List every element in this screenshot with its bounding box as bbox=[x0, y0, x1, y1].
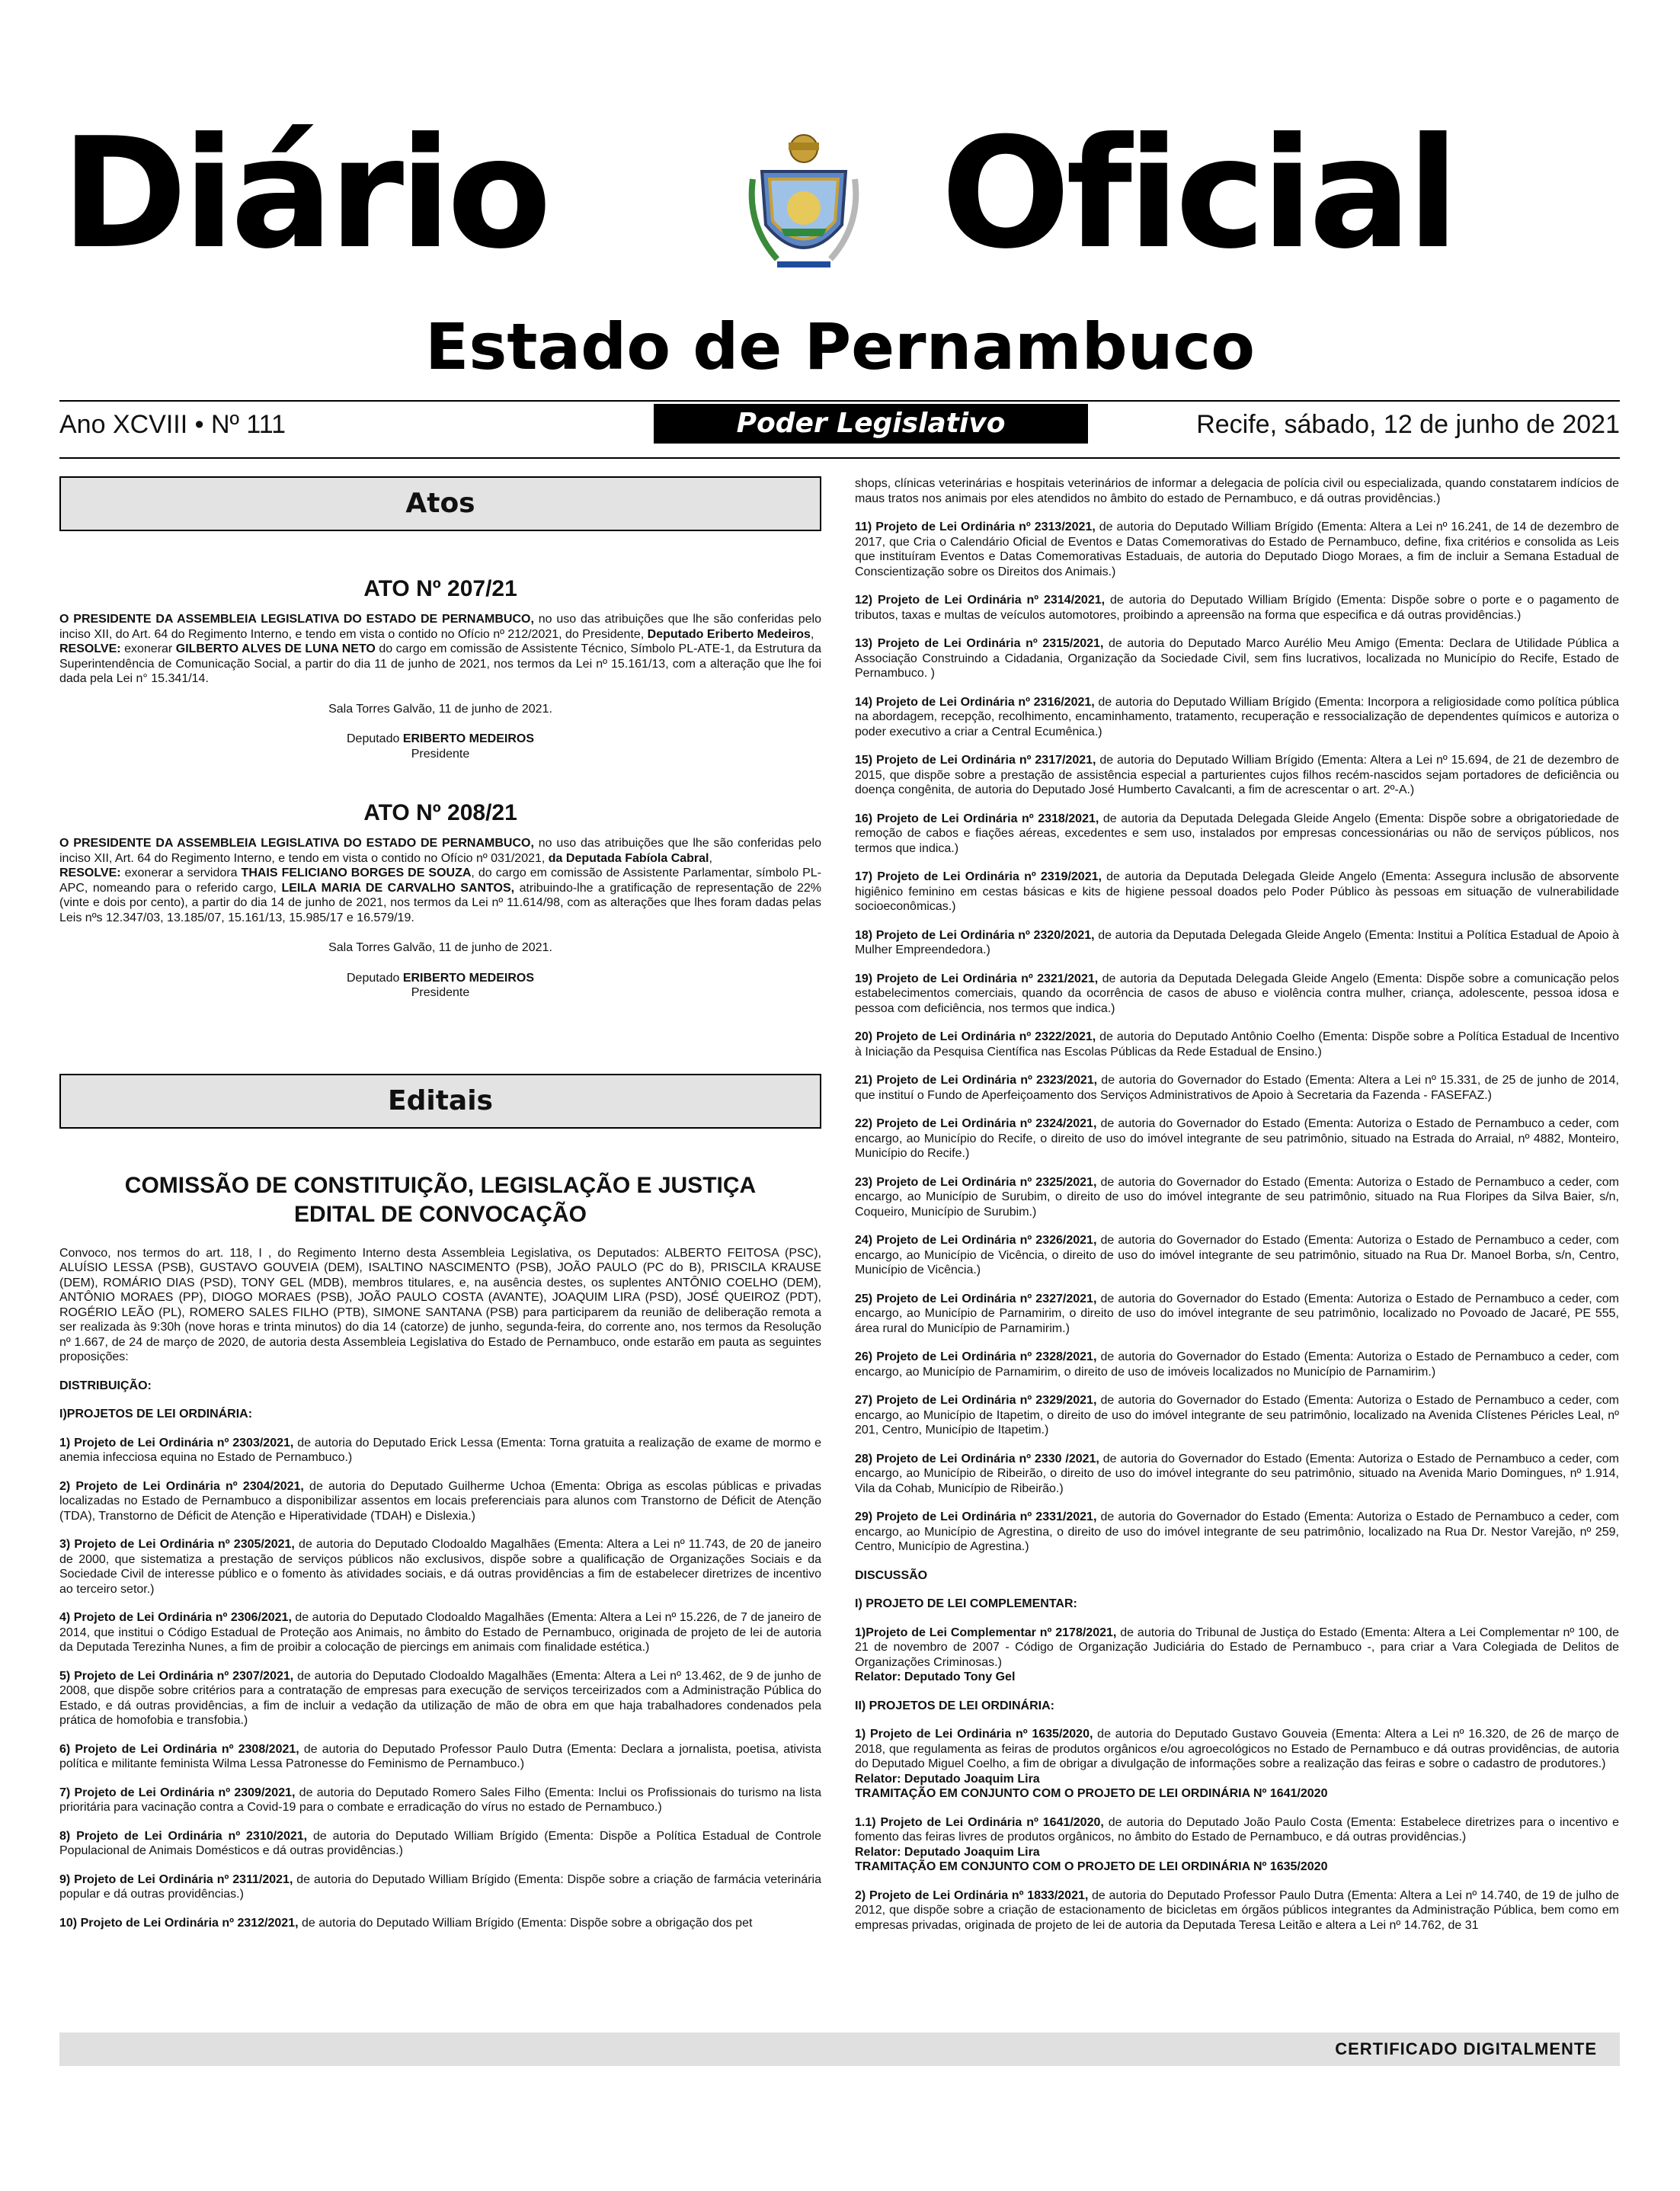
projects-heading: I)PROJETOS DE LEI ORDINÁRIA: bbox=[59, 1408, 253, 1421]
bill-item: 1) Projeto de Lei Ordinária nº 2303/2021, de autoria do Deputado Erick Lessa (Ementa: Torna gratuita a realização de exame de mormo e anemia infecciosa equina no Estado de Pernambuco.) bbox=[59, 1436, 821, 1464]
discussion-item-1: 1) Projeto de Lei Ordinária nº 1635/2020, de autoria do Deputado Gustavo Gouveia (Ementa: Altera a Lei nº 16.320, de 26 de março de 2018, que regulamenta as feiras de produtos orgânicos e/ou agroecológicos no Estado de Pernambuco e dá outras providências, de autoria do Deputado Miguel Coelho, a fim de obrigar a divulgação de informações sobre a realização das feiras e sobre o cadastro de produtores.) bbox=[855, 1728, 1620, 1770]
discussion-item-1-1-tramitacao: TRAMITAÇÃO EM CONJUNTO COM O PROJETO DE LEI ORDINÁRIA Nº 1635/2020 bbox=[855, 1860, 1328, 1873]
act-208-body: O PRESIDENTE DA ASSEMBLEIA LEGISLATIVA DO ESTADO DE PERNAMBUCO, no uso das atribuições que lhe são conferidas pelo inciso XII, Art. 64 do Regimento Interno, e tendo em vista o contido no Ofício nº 031/2021, da Deputada Fabíola Cabral, bbox=[59, 837, 822, 865]
act-207-place: Sala Torres Galvão, 11 de junho de 2021. bbox=[328, 702, 552, 716]
bill-item: 27) Projeto de Lei Ordinária nº 2329/2021, de autoria do Governador do Estado (Ementa: Autoriza o Estado de Pernambuco a ceder, com encargo, ao Município de Itapetim, o direito de uso do imóvel integrante de seu patrimônio, localizado na Avenida Clístenes Péricles Leal, nº 201, Centro, Município de Itapetim.) bbox=[855, 1394, 1619, 1437]
section-heading-editais: Editais bbox=[59, 1074, 821, 1129]
edital-intro: Convoco, nos termos do art. 118, I , do Regimento Interno desta Assembleia Legislativa, os Deputados: ALBERTO FEITOSA (PSC), ALUÍSIO LESSA (PSB), GUSTAVO GOUVEIA (DEM), ISALTINO NASCIMENTO (PSB), JOÃO PAULO (PC do B), PRISCILA KRAUSE (DEM), ROMÁRIO DIAS (PSD), TONY GEL (MDB), membros titulares, e, na ausência destes, os suplentes ANTÔNIO COELHO (DEM), ANTÔNIO MORAES (PP), DIOGO MORAES (PSB), JOÃO PAULO COSTA (AVANTE), JOAQUIM LIRA (PSD), JOSÉ QUEIROZ (PDT), ROGÉRIO LEÃO (PL), ROMERO SALES FILHO (PTB), SIMONE SANTANA (PSB) para participarem da reunião de deliberação remota a ser realizada às 9:30h (nove horas e trinta minutos) do dia 14 (catorze) de junho, segunda-feira, do corrente ano, nos termos da Resolução nº 1.667, de 24 de março de 2020, de autoria desta Assembleia Legislativa do Estado de Pernambuco, onde estarão em pauta as seguintes proposições: bbox=[59, 1246, 821, 1363]
discussion-item-1-tramitacao: TRAMITAÇÃO EM CONJUNTO COM O PROJETO DE LEI ORDINÁRIA Nº 1641/2020 bbox=[855, 1787, 1328, 1800]
act-207-role: Presidente bbox=[411, 747, 470, 761]
bill-item: 24) Projeto de Lei Ordinária nº 2326/2021, de autoria do Governador do Estado (Ementa: Autoriza o Estado de Pernambuco a ceder, com encargo, ao Município de Vicência, o direito de uso do imóvel integrante de seu patrimônio, situado na Rua Dr. Manoel Borba, s/n, Centro, Município de Vicência.) bbox=[855, 1234, 1619, 1276]
masthead-subtitle: Estado de Pernambuco bbox=[424, 309, 1256, 384]
left-column bbox=[59, 476, 821, 1930]
discussion-item-1-relator: Relator: Deputado Joaquim Lira bbox=[855, 1772, 1040, 1786]
act-207-body: O PRESIDENTE DA ASSEMBLEIA LEGISLATIVA DO ESTADO DE PERNAMBUCO, no uso das atribuições que lhe são conferidas pelo inciso XII, do Art. 64 do Regimento Interno, e tendo em vista o contido no Ofício nº 212/2021, do Presidente, Deputado Eriberto Medeiros, bbox=[59, 613, 822, 641]
section-heading-atos: Atos bbox=[59, 476, 821, 531]
bill-item: 19) Projeto de Lei Ordinária nº 2321/2021, de autoria da Deputada Delegada Gleide Angelo (Ementa: Dispõe sobre a comunicação pelos estabelecimentos comerciais, quando da ocorrência de casos de abuso e violência contra mulher, criança, adolescente, pessoa idosa e pessoa com deficiência, nos termos que indica.) bbox=[855, 972, 1620, 1015]
header-rule-bottom bbox=[59, 457, 1620, 459]
bill-item: 28) Projeto de Lei Ordinária nº 2330 /2021, de autoria do Governador do Estado (Ementa: Autoriza o Estado de Pernambuco a ceder, com encargo, ao Município de Ribeirão, o direito de uso do imóvel integrante do seu patrimônio, situado na Avenida Mario Domingues, nº 1.914, Vila da Cohab, Município de Ribeirão.) bbox=[855, 1452, 1619, 1495]
continuation-text: shops, clínicas veterinárias e hospitais veterinários de informar a delegacia de polícia civil ou especializada, quando constatarem indícios de maus tratos nos animais por eles atendidos no âmbito do estado de Pernambuco, e dá outras providências.) bbox=[855, 477, 1619, 505]
complementar-relator: Relator: Deputado Tony Gel bbox=[855, 1670, 1016, 1683]
header-rule bbox=[59, 400, 1620, 402]
bill-item: 16) Projeto de Lei Ordinária nº 2318/2021, de autoria da Deputada Delegada Gleide Angelo (Ementa: Dispõe sobre a obrigatoriedade de remoção de cabos e fiações aéreas, excedentes e sem uso, instalados por empresas concessionárias ou não de serviços públicos, nos termos que indica.) bbox=[855, 812, 1620, 855]
bill-item: 20) Projeto de Lei Ordinária nº 2322/2021, de autoria do Deputado Antônio Coelho (Ementa: Dispõe sobre a Política Estadual de Incentivo à Iniciação da Pesquisa Científica nas Escolas Públicas da Rede Estadual de Ensino.) bbox=[855, 1030, 1620, 1059]
bill-item: 15) Projeto de Lei Ordinária nº 2317/2021, de autoria do Deputado William Brígido (Ementa: Altera a Lei nº 15.694, de 21 de dezembro de 2015, que dispõe sobre a prestação de assistência especial a parturientes cujos filhos recém-nascidos sejam portadores de deficiência ou doença congênita, de autoria do Deputado José Humberto Cavalcanti, a fim de acrescentar o art. 2º-A.) bbox=[855, 754, 1620, 796]
bill-item: 14) Projeto de Lei Ordinária nº 2316/2021, de autoria do Deputado William Brígido (Ementa: Incorpora a religiosidade como política pública na abordagem, recepção, recolhimento, encaminhamento, tratamento, recuperação e ressocialização de dependentes químicos e autoriza o poder executivo a criar a Central Ecumênica.) bbox=[855, 695, 1620, 738]
edition-number: Ano XCVIII • Nº 111 bbox=[59, 410, 286, 439]
left-bill-list bbox=[59, 1436, 821, 1931]
certified-label: CERTIFICADO DIGITALMENTE bbox=[1335, 2039, 1597, 2058]
publication-date: Recife, sábado, 12 de junho de 2021 bbox=[1196, 410, 1620, 439]
bill-item: 10) Projeto de Lei Ordinária nº 2312/2021, de autoria do Deputado William Brígido (Ementa: Dispõe sobre a obrigação dos pet bbox=[59, 1916, 753, 1930]
discussion-item-1-1: 1.1) Projeto de Lei Ordinária nº 1641/2020, de autoria do Deputado João Paulo Costa (Ementa: Estabelece diretrizes para o incentivo e fomento das feiras livres de produtos orgânicos, no âmbito do Estado de Pernambuco, e dá outras providências.) bbox=[855, 1815, 1619, 1843]
masthead-title-left: Diário bbox=[61, 105, 548, 283]
act-208-role: Presidente bbox=[411, 986, 470, 999]
footer-certification-bar bbox=[59, 2032, 1620, 2066]
bill-item: 11) Projeto de Lei Ordinária nº 2313/2021, de autoria do Deputado William Brígido (Ementa: Altera a Lei nº 16.241, de 14 de dezembro de 2017, que Cria o Calendário Oficial de Eventos e Datas Comemorativas do Estado de Pernambuco, define, fixa critérios e consolida as Leis que instituíram Eventos e Datas Comemorativas Estaduais, de autoria do Deputado Diogo Moraes, a fim de incluir a Semana Estadual de Conscientização sobre os Direitos dos Animais.) bbox=[855, 521, 1619, 578]
ordinaria-heading: II) PROJETOS DE LEI ORDINÁRIA: bbox=[855, 1699, 1054, 1712]
right-bill-list bbox=[855, 520, 1619, 1555]
bill-item: 6) Projeto de Lei Ordinária nº 2308/2021, de autoria do Deputado Professor Paulo Dutra (Ementa: Declara a jornalista, poetisa, ativista política e militante feminista Wilma Lessa Patronesse do Feminismo de Pernambuco.) bbox=[59, 1742, 822, 1770]
bill-item: 25) Projeto de Lei Ordinária nº 2327/2021, de autoria do Governador do Estado (Ementa: Autoriza o Estado de Pernambuco a ceder, com encargo, ao Município de Parnamirim, o direito de uso do imóvel integrante de seu patrimônio, localizado no Povoado de Jacaré, PE 555, área rural do Município de Parnamirim.) bbox=[855, 1292, 1619, 1335]
pernambuco-coat-of-arms-icon bbox=[747, 126, 861, 278]
bill-item: 23) Projeto de Lei Ordinária nº 2325/2021, de autoria do Governador do Estado (Ementa: Autoriza o Estado de Pernambuco a ceder, com encargo, ao Município de Surubim, o direito de uso do imóvel integrante de seu patrimônio, situado na Rua Floripes da Silva Baier, s/n, Coqueiro, Município de Surubim.) bbox=[855, 1175, 1619, 1219]
bill-item: 8) Projeto de Lei Ordinária nº 2310/2021, de autoria do Deputado William Brígido (Ementa: Dispõe a Política Estadual de Controle Populacional de Animais Domésticos e dá outras providências.) bbox=[59, 1829, 822, 1857]
act-207-resolve: RESOLVE: exonerar GILBERTO ALVES DE LUNA NETO do cargo em comissão de Assistente Técnico, Símbolo PL-ATE-1, da Estrutura da Superintendência de Comunicação Social, a partir do dia 11 de junho de 2021, nos termos da Lei nº 15.161/13, com a alteração que lhe foi dada pela Lei n° 15.341/14. bbox=[59, 642, 822, 685]
bill-item: 3) Projeto de Lei Ordinária nº 2305/2021, de autoria do Deputado Clodoaldo Magalhães (Ementa: Altera a Lei nº 11.743, de 20 de janeiro de 2000, que sistematiza a prestação de serviços públicos não exclusivos, dispõe sobre a qualificação de Organizações Sociais e da Sociedade Civil de interesse público e o fomento às atividades sociais, e dá outras providências a fim de estabelecer diretrizes de incentivo ao terceiro setor.) bbox=[59, 1538, 822, 1596]
act-207-title: ATO Nº 207/21 bbox=[363, 576, 517, 601]
discussion-heading: DISCUSSÃO bbox=[855, 1568, 928, 1582]
bill-item: 21) Projeto de Lei Ordinária nº 2323/2021, de autoria do Governador do Estado (Ementa: Altera a Lei nº 15.331, de 25 de junho de 2014, que instituí o Fundo de Aperfeiçoamento dos Serviços Administrativos de Apoio à Secretaria da Fazenda - FASEFAZ.) bbox=[855, 1074, 1619, 1102]
act-208-place: Sala Torres Galvão, 11 de junho de 2021. bbox=[328, 941, 552, 954]
complementar-heading: I) PROJETO DE LEI COMPLEMENTAR: bbox=[855, 1597, 1077, 1610]
bill-item: 29) Projeto de Lei Ordinária nº 2331/2021, de autoria do Governador do Estado (Ementa: Autoriza o Estado de Pernambuco a ceder, com encargo, ao Município de Agrestina, o direito de uso do imóvel integrante de seu patrimônio, localizado na Rua Dr. Nestor Varejão, nº 259, Centro, Município de Agrestina.) bbox=[855, 1510, 1619, 1553]
discussion-item-2: 2) Projeto de Lei Ordinária nº 1833/2021, de autoria do Deputado Professor Paulo Dutra (Ementa: Altera a Lei nº 14.740, de 19 de julho de 2012, que dispõe sobre a criação de estacionamento de bicicletas em órgãos públicos integrantes da Administração Pública, bem como em empresas privadas, originada de projeto de lei de autoria da Deputada Teresa Leitão e altera a Lei nº 14.762, de 31 bbox=[855, 1888, 1619, 1932]
bill-item: 17) Projeto de Lei Ordinária nº 2319/2021, de autoria da Deputada Delegada Gleide Angelo (Ementa: Assegura inclusão de absorvente higiênico feminino em cestas básicas e kits de higiene pessoal doados pelo Poder Público às pessoas em situação de vulnerabilidade socioeconômicas.) bbox=[855, 870, 1620, 913]
bill-item: 13) Projeto de Lei Ordinária nº 2315/2021, de autoria do Deputado Marco Aurélio Meu Amigo (Ementa: Declara de Utilidade Pública a Associação Construindo a Cidadania, Organização da Sociedade Civil, sem fins lucrativos, localizada no Município do Recife, Estado de Pernambuco. ) bbox=[855, 637, 1620, 680]
right-column bbox=[855, 476, 1619, 1933]
bill-item: 9) Projeto de Lei Ordinária nº 2311/2021, de autoria do Deputado William Brígido (Ementa: Dispõe sobre a criação de farmácia veterinária popular e dá outras providências.) bbox=[59, 1872, 822, 1901]
section-label: Poder Legislativo bbox=[654, 404, 1088, 444]
act-208-resolve: RESOLVE: exonerar a servidora THAIS FELICIANO BORGES DE SOUZA, do cargo em comissão de Assistente Parlamentar, símbolo PL-APC, nomeando para o referido cargo, LEILA MARIA DE CARVALHO SANTOS, atribuindo-lhe a gratificação de representação de 22% (vinte e dois por cento), a partir do dia 14 de junho de 2021, nos termos da Lei nº 11.614/98, com as alterações que lhes foram dadas pelas Leis nºs 12.347/03, 13.185/07, 15.161/13, 15.985/17 e 16.579/19. bbox=[59, 866, 822, 924]
complementar-item: 1)Projeto de Lei Complementar nº 2178/2021, de autoria do Tribunal de Justiça do Estado (Ementa: Altera a Lei Complementar nº 100, de 21 de novembro de 2007 - Código de Organização Judiciária do Estado de Pernambuco -, para criar a Vara Colegiada de Delitos de Organizações Criminosas.) bbox=[855, 1626, 1620, 1669]
act-208-title: ATO Nº 208/21 bbox=[363, 800, 517, 825]
commission-title: COMISSÃO DE CONSTITUIÇÃO, LEGISLAÇÃO E JUSTIÇA bbox=[124, 1172, 757, 1198]
masthead-title-right: Oficial bbox=[941, 105, 1455, 283]
edition-bar bbox=[59, 404, 1620, 450]
edital-title: EDITAL DE CONVOCAÇÃO bbox=[294, 1201, 587, 1227]
act-208-signer: Deputado ERIBERTO MEDEIROS bbox=[346, 971, 534, 985]
bill-item: 18) Projeto de Lei Ordinária nº 2320/2021, de autoria da Deputada Delegada Gleide Angelo (Ementa: Institui a Política Estadual de Apoio à Mulher Empreendedora.) bbox=[855, 928, 1620, 956]
bill-item: 7) Projeto de Lei Ordinária nº 2309/2021, de autoria do Deputado Romero Sales Filho (Ementa: Inclui os Profissionais do turismo na lista prioritária para vacinação contra a Covid-19 para o combate e erradicação do vírus no estado de Pernambuco.) bbox=[59, 1786, 821, 1814]
act-207-signer: Deputado ERIBERTO MEDEIROS bbox=[346, 732, 534, 745]
bill-item: 12) Projeto de Lei Ordinária nº 2314/2021, de autoria do Deputado William Brígido (Ementa: Dispõe sobre o porte e o pagamento de tributos, taxas e multas de veículos automotores, proibindo a apreensão na forma que especifica e dá outras providências.) bbox=[855, 594, 1620, 622]
discussion-item-1-1-relator: Relator: Deputado Joaquim Lira bbox=[855, 1845, 1040, 1859]
bill-item: 4) Projeto de Lei Ordinária nº 2306/2021, de autoria do Deputado Clodoaldo Magalhães (Ementa: Altera a Lei nº 15.226, de 7 de janeiro de 2014, que institui o Código Estadual de Proteção aos Animais, no âmbito do Estado de Pernambuco, originada de projeto de lei de autoria da Deputada Terezinha Nunes, a fim de proibir a colocação de piercings em animais com finalidade estética.) bbox=[59, 1611, 821, 1654]
bill-item: 5) Projeto de Lei Ordinária nº 2307/2021, de autoria do Deputado Clodoaldo Magalhães (Ementa: Altera a Lei nº 13.462, de 9 de junho de 2008, que dispõe sobre critérios para a contratação de empresas para execução de serviços terceirizados com a Administração Pública do Estado, e dá outras providências, a fim de incluir a vedação da utilização de mão de obra em que haja trabalhadores condenados pela prática de homofobia e transfobia.) bbox=[59, 1669, 821, 1727]
bill-item: 22) Projeto de Lei Ordinária nº 2324/2021, de autoria do Governador do Estado (Ementa: Autoriza o Estado de Pernambuco a ceder, com encargo, ao Município do Recife, o direito de uso do imóvel integrante de seu patrimônio, situado na Estrada do Arraial, nº 4882, Monteiro, Município do Recife.) bbox=[855, 1117, 1619, 1160]
bill-item: 26) Projeto de Lei Ordinária nº 2328/2021, de autoria do Governador do Estado (Ementa: Autoriza o Estado de Pernambuco a ceder, com encargo, ao Município de Parnamirim, o direito de uso de imóveis localizados no Município de Parnamirim.) bbox=[855, 1350, 1619, 1379]
distribution-heading: DISTRIBUIÇÃO: bbox=[59, 1379, 152, 1392]
bill-item: 2) Projeto de Lei Ordinária nº 2304/2021, de autoria do Deputado Guilherme Uchoa (Ementa: Obriga as escolas públicas e privadas localizadas no Estado de Pernambuco a disponibilizar assentos em locais preferenciais para alunos com Transtorno de Déficit de Atenção (TDA), Transtorno de Déficit de Atenção e Hiperatividade (TDAH) e Dislexia.) bbox=[59, 1479, 821, 1523]
